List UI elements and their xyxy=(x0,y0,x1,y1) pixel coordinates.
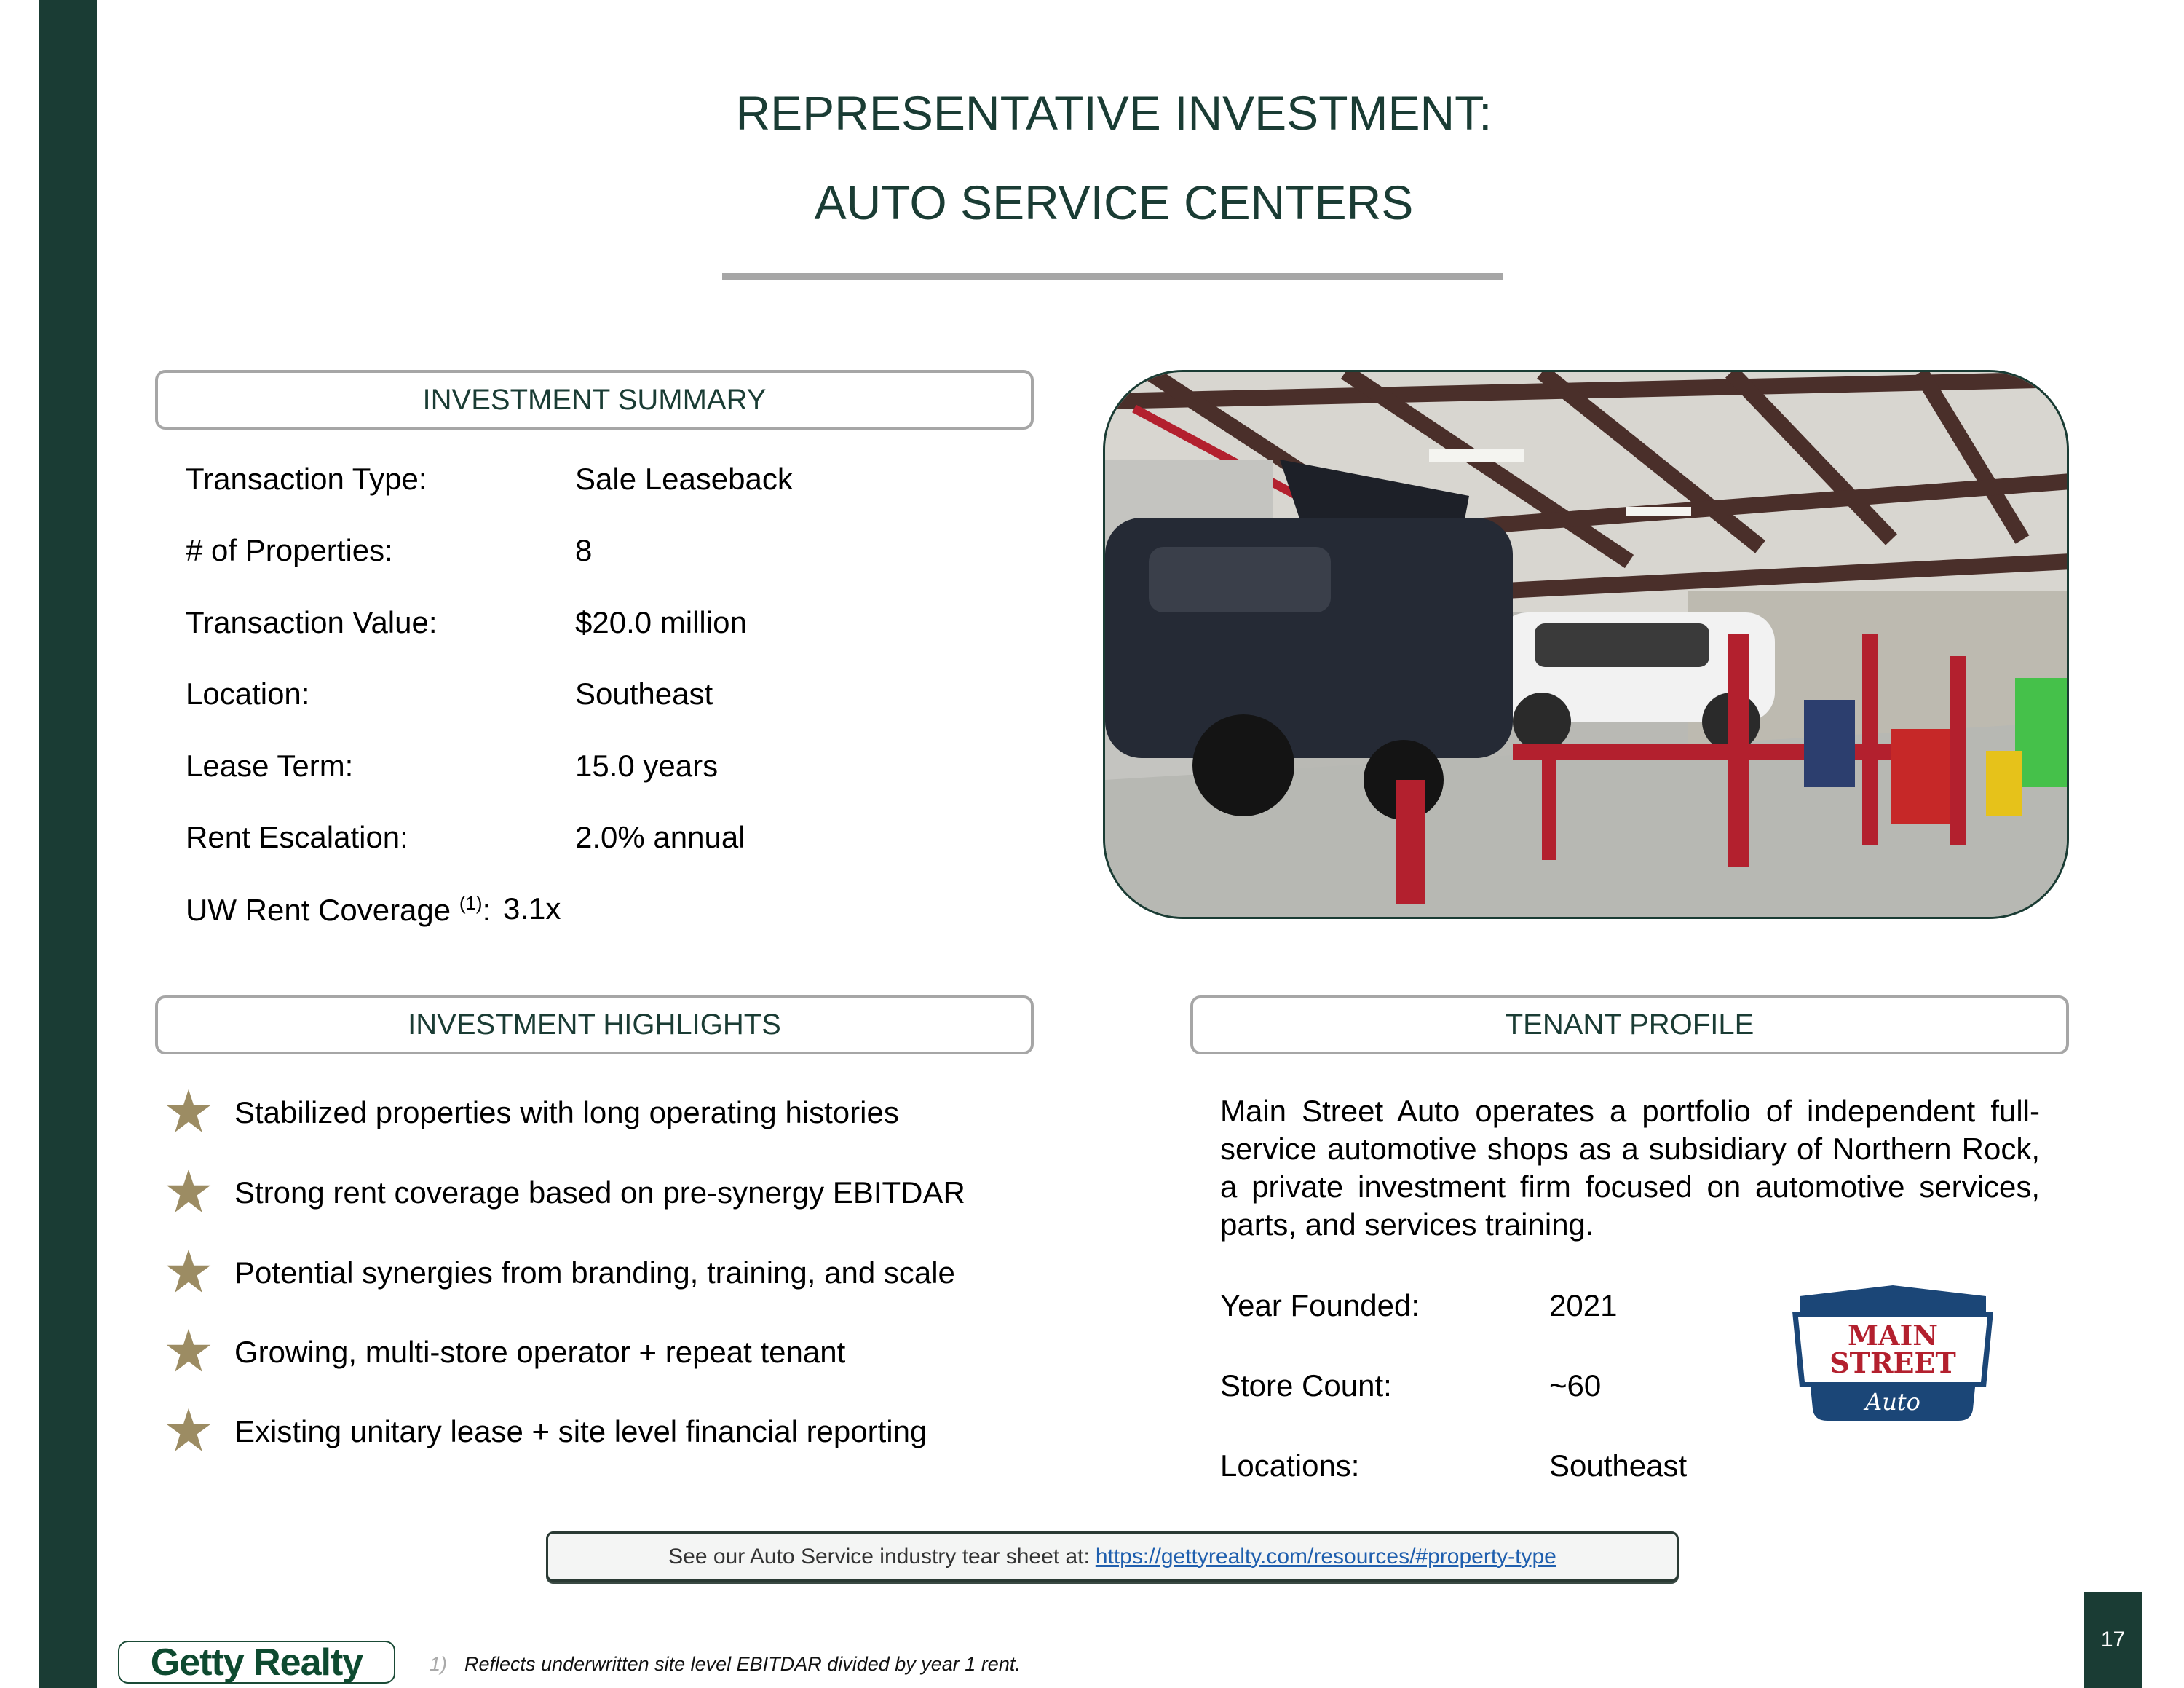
footnote-number: 1) xyxy=(430,1653,448,1675)
tenant-value-store-count: ~60 xyxy=(1549,1368,1602,1403)
star-icon xyxy=(165,1327,213,1375)
summary-value-rent-escalation: 2.0% annual xyxy=(575,820,745,854)
investment-highlights-header xyxy=(155,995,1034,1054)
summary-label-transaction-type: Transaction Type: xyxy=(186,462,427,496)
footnote-text: Reflects underwritten site level EBITDAR divided by year 1 rent. xyxy=(464,1653,1021,1675)
investment-summary-title: INVESTMENT SUMMARY xyxy=(422,383,767,416)
list-item xyxy=(165,1167,213,1219)
highlight-text: Strong rent coverage based on pre-synergy EBITDAR xyxy=(234,1175,965,1210)
getty-realty-logo-text: Getty Realty xyxy=(150,1641,363,1684)
rent-coverage-colon: : xyxy=(482,893,491,927)
highlight-text: Existing unitary lease + site level financial reporting xyxy=(234,1414,927,1448)
tenant-label-locations: Locations: xyxy=(1220,1448,1360,1483)
logo-text-main: MAIN xyxy=(1847,1319,1939,1352)
footnote-reference: (1) xyxy=(459,892,483,914)
summary-label-rent-escalation: Rent Escalation: xyxy=(186,820,408,854)
main-street-auto-logo xyxy=(1792,1285,1993,1424)
summary-label-location: Location: xyxy=(186,677,310,711)
tear-sheet-link[interactable]: https://gettyrealty.com/resources/#property-type xyxy=(1095,1544,1556,1569)
list-item xyxy=(165,1087,213,1139)
highlight-text: Potential synergies from branding, training, and scale xyxy=(234,1255,955,1290)
tenant-description: Main Street Auto operates a portfolio of independent full-service automotive shops as a subsidiary of Northern Rock, a private investment firm focused on automotive services, parts, and services training. xyxy=(1220,1094,2040,1242)
star-icon xyxy=(165,1247,213,1295)
auto-service-garage-photo xyxy=(1103,370,2069,919)
highlight-text: Growing, multi-store operator + repeat tenant xyxy=(234,1335,846,1369)
page-number-badge xyxy=(2084,1592,2142,1688)
summary-label-lease-term: Lease Term: xyxy=(186,749,354,783)
summary-label-properties: # of Properties: xyxy=(186,533,393,567)
summary-value-transaction-type: Sale Leaseback xyxy=(575,462,793,496)
investment-summary-header xyxy=(155,370,1034,430)
page-number: 17 xyxy=(2100,1628,2126,1652)
summary-value-properties: 8 xyxy=(575,533,593,567)
tenant-value-locations: Southeast xyxy=(1549,1448,1688,1483)
summary-value-lease-term: 15.0 years xyxy=(575,749,719,783)
list-item xyxy=(165,1406,213,1458)
summary-value-location: Southeast xyxy=(575,677,713,711)
logo-text-street: STREET xyxy=(1829,1346,1956,1379)
star-icon xyxy=(165,1167,213,1215)
tenant-value-year-founded: 2021 xyxy=(1549,1288,1618,1322)
logo-text-auto: Auto xyxy=(1865,1388,1920,1416)
tenant-profile-header xyxy=(1190,995,2069,1054)
tenant-label-store-count: Store Count: xyxy=(1220,1368,1392,1403)
list-item xyxy=(165,1327,213,1379)
star-icon xyxy=(165,1087,213,1135)
star-icon xyxy=(165,1406,213,1454)
tenant-profile-title: TENANT PROFILE xyxy=(1505,1009,1754,1041)
list-item xyxy=(165,1247,213,1299)
highlight-text: Stabilized properties with long operating histories xyxy=(234,1095,899,1129)
title-divider xyxy=(722,273,1503,280)
tear-sheet-text: See our Auto Service industry tear sheet at: xyxy=(668,1544,1090,1569)
summary-value-transaction-value: $20.0 million xyxy=(575,605,747,639)
summary-label-transaction-value: Transaction Value: xyxy=(186,605,438,639)
summary-label-rent-coverage xyxy=(186,894,491,926)
getty-realty-logo xyxy=(118,1641,395,1684)
footnote xyxy=(430,1653,1021,1676)
page-title-line-1: REPRESENTATIVE INVESTMENT: xyxy=(735,86,1492,140)
rent-coverage-label-text: UW Rent Coverage xyxy=(186,893,451,927)
brand-sidebar xyxy=(39,0,97,1688)
tear-sheet-callout xyxy=(546,1531,1679,1582)
summary-value-rent-coverage: 3.1x xyxy=(503,891,561,926)
page-title-line-2: AUTO SERVICE CENTERS xyxy=(814,175,1414,229)
garage-photo-illustration xyxy=(1105,372,2069,919)
tenant-label-year-founded: Year Founded: xyxy=(1220,1288,1420,1322)
investment-highlights-title: INVESTMENT HIGHLIGHTS xyxy=(408,1009,781,1041)
